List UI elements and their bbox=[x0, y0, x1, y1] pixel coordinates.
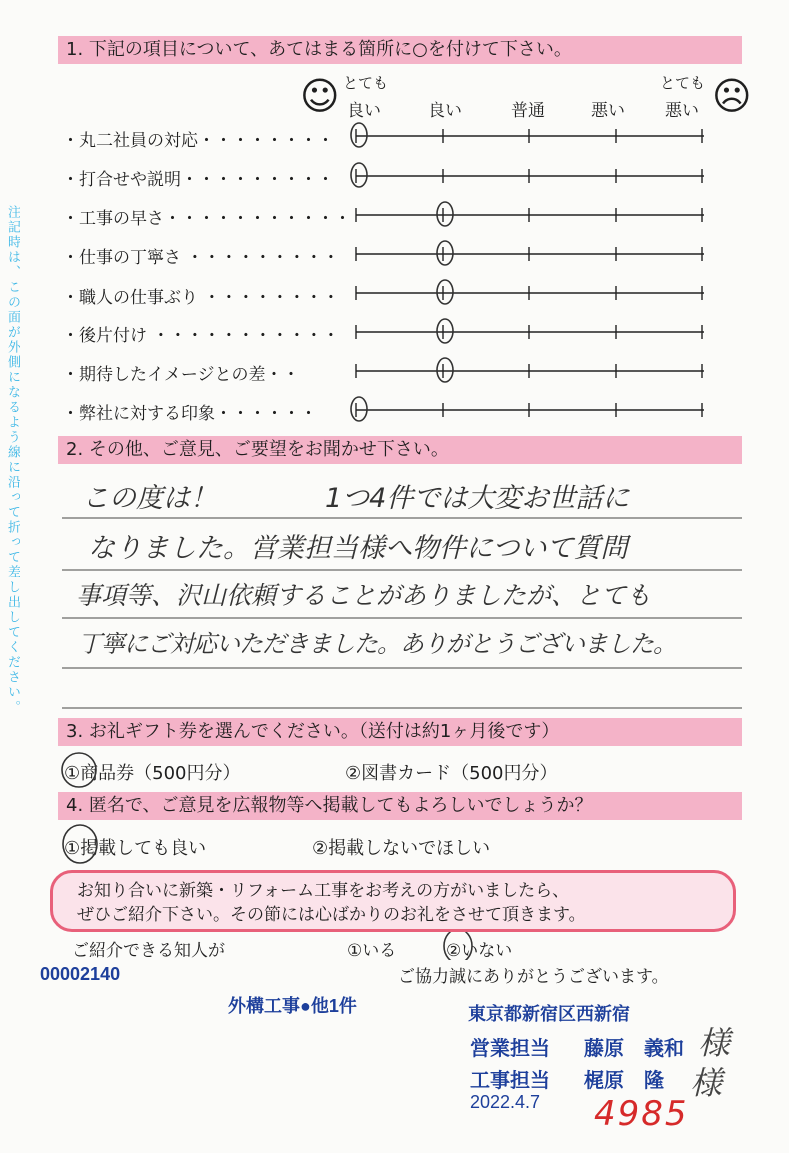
handwritten-sama-2: 様 bbox=[690, 1064, 723, 1102]
construction-name: 梶原 隆 bbox=[584, 1070, 664, 1092]
smile-face-icon: ☺ bbox=[300, 74, 340, 118]
sad-face-icon: ☹ bbox=[712, 74, 752, 118]
publish-option-1: ①掲載しても良い bbox=[64, 838, 207, 859]
item-label-expectation: ・期待したイメージとの差・・ bbox=[62, 365, 300, 385]
construction-label: 工事担当 bbox=[470, 1070, 550, 1092]
item-label-speed: ・工事の早さ・・・・・・・・・・・ bbox=[62, 209, 351, 229]
sales-name: 藤原 義和 bbox=[584, 1038, 684, 1060]
referral-option-2: ②いない bbox=[446, 941, 513, 961]
referral-line-2: ぜひご紹介下さい。その節には心ばかりのお礼をさせて頂きます。 bbox=[77, 905, 586, 925]
item-label-meeting: ・打合せや説明・・・・・・・・・ bbox=[62, 170, 334, 190]
handwritten-number: 4985 bbox=[594, 1094, 689, 1134]
scale-normal: 普通 bbox=[511, 101, 545, 121]
section2-title: 2. その他、ご意見、ご要望をお聞かせ下さい。 bbox=[58, 436, 742, 464]
customer-id: 00002140 bbox=[40, 964, 121, 984]
gift-option-2: ②図書カード（500円分） bbox=[345, 763, 558, 784]
address: 東京都新宿区西新宿 bbox=[468, 1004, 630, 1024]
item-label-staff: ・丸二社員の対応・・・・・・・・ bbox=[62, 131, 334, 151]
comment-line-3: 事項等、沢山依頼することがありましたが、とても bbox=[76, 581, 652, 610]
comment-line-2: なりました。営業担当様へ物件について質問 bbox=[88, 533, 628, 564]
thanks-text: ご協力誠にありがとうございます。 bbox=[398, 967, 669, 987]
section3-title: 3. お礼ギフト券を選んでください。（送付は約1ヶ月後です） bbox=[58, 718, 742, 746]
section1-title: 1. 下記の項目について、あてはまる箇所に○を付けて下さい。 bbox=[58, 36, 742, 64]
work-type: 外構工事●他1件 bbox=[228, 996, 357, 1016]
referral-box bbox=[50, 870, 736, 932]
side-fold-note: 注記時は、この面が外側になるよう線に沿って折って差し出してください。 bbox=[5, 205, 20, 715]
comment-line-1: この度は！ 1つ4件では大変お世話に bbox=[82, 483, 630, 514]
comment-line-4: 丁寧にご対応いただきました。ありがとうございました。 bbox=[78, 630, 676, 658]
scale-good: 良い bbox=[428, 101, 462, 121]
gift-option-1: ①商品券（500円分） bbox=[64, 763, 241, 784]
referral-question: ご紹介できる知人が bbox=[72, 941, 225, 961]
scale-very-good: 良い bbox=[347, 101, 381, 121]
item-label-care: ・仕事の丁寧さ ・・・・・・・・・ bbox=[62, 248, 340, 268]
section4-title: 4. 匿名で、ご意見を広報物等へ掲載してもよろしいでしょうか？ bbox=[58, 792, 742, 820]
scale-top-right: とても bbox=[660, 74, 706, 92]
gift-circle-mark bbox=[62, 753, 96, 787]
scale-bad: 悪い bbox=[591, 101, 625, 121]
referral-option-1: ①いる bbox=[347, 941, 397, 961]
publish-circle-mark bbox=[63, 825, 97, 863]
referral-line-1: お知り合いに新築・リフォーム工事をお考えの方がいましたら、 bbox=[77, 881, 570, 901]
scale-very-bad: 悪い bbox=[665, 101, 699, 121]
item-label-cleanup: ・後片付け ・・・・・・・・・・・ bbox=[62, 326, 340, 346]
handwritten-sama-1: 様 bbox=[698, 1024, 731, 1062]
publish-option-2: ②掲載しないでほしい bbox=[312, 838, 491, 859]
sales-label: 営業担当 bbox=[470, 1038, 550, 1060]
item-label-craftsman: ・職人の仕事ぶり ・・・・・・・・ bbox=[62, 288, 340, 308]
item-label-impression: ・弊社に対する印象・・・・・・ bbox=[62, 404, 317, 424]
date: 2022.4.7 bbox=[470, 1092, 541, 1112]
scale-top-left: とても bbox=[343, 74, 389, 92]
